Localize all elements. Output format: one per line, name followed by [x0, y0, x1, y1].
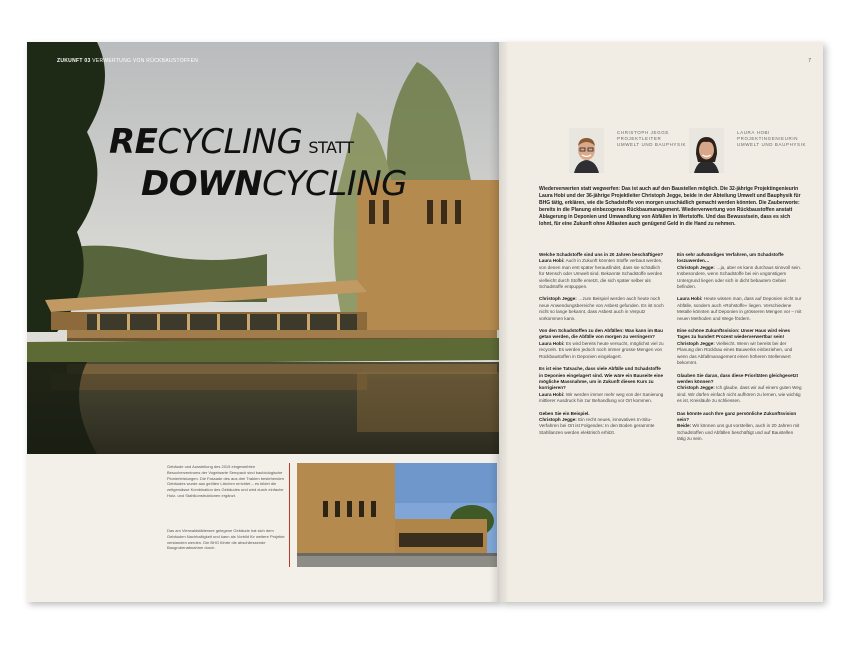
interview-block [677, 296, 802, 322]
running-header [57, 58, 198, 64]
interview-question: Von den Schadstoffen zu den Abfällen: Was kann im Bau getan werden, die Abfälle von morgen zu verringern? [539, 328, 663, 340]
spine-shadow [489, 42, 509, 602]
caption-laura-hobi [737, 130, 807, 148]
magazine-spread [27, 42, 823, 602]
interview-block [539, 366, 664, 404]
caption-text-2: Das am Vierwaldstättersee gelegene Gebäude hat sich dem Gebäuden Nachhaltigkeit und kann als Vorbild für weitere Projekte verstanden werden. Die BHG führte die abschliessende Baugrubenabnahme durch. [167, 528, 285, 551]
interview-answer: Heute wissen man, dass auf Deponien nicht nur Abfälle, sondern auch »Rohstoffe« liegen. Verschiedene Metalle könnten auf Deponien in grösseren Mengen vor – mit neuen Methoden und Wege fördern. [677, 296, 802, 321]
interview-answer: …ja, aber es kann durchaus sinnvoll sein. Insbesondere, wenn Schadstoffe bei ein ungünstigem Untergrund liegen oder sich in dicht bebautem Gebiet befinden. [677, 264, 802, 290]
right-page [499, 42, 823, 602]
portrait-illustration [569, 128, 604, 173]
interview-answer: Vielleicht. Wenn wir bereits bei der Planung den Rückbau eines Bauwerks einbeziehen, und wenn das Abfallmanagement einen höheren Stellenwert bekommt. [677, 340, 793, 366]
interview-answer: Auch in Zukunft könnten Stoffe verbaut werden, von denen man erst später herausfindet, dass sie schädlich für Mensch oder Umwelt sind. Bekannte Schadstoffe werden vielleicht durch Stoffe ersetzt, die sich später selber als Schadstoffe entpuppen. [539, 258, 663, 290]
interview-block [677, 373, 802, 405]
article-lead: Wiederverwerten statt wegwerfen: Das ist auch auf den Baustellen möglich. Die 32-jährige Projektingenieurin Laura Hobi und der 36-jährige Projektleiter Christoph Jegge, beide in der Abteilung Umwelt und Bauphysik für BHG tätig, erklären, wie die Schadstoffe von morgen unschädlich gemacht werden könnten. Die Zauberworte: bereits in die Planung einbezogenes Rückbaumanagement. Wiederverwertung von Rückbaustoffen anstatt Ablagerung in Deponien und Umwandlung von Abfällen in Wertstoffe. Und das Bewusstsein, dass es sich lohnt, für eine Zukunft ohne Altlasten auch genügend Geld in die Hand zu nehmen. [539, 186, 801, 227]
section-number: ZUKUNFT 03 [57, 58, 91, 64]
interview-question: Das könnte auch Ihre ganz persönliche Zukunftsvision sein? [677, 410, 797, 422]
speaker-name: Laura Hobi: [539, 391, 565, 397]
caption-text-1: Gebäude und Ausstellung des 2015 eingeweihten Besucherzentrums der Vogelwarte Sempach sind baubiologische Pionierleistungen. Die Fassade des aus drei Trakten bestehenden Gebäudes wurde aus geölten Lärchen errichtet – es bildet die zeitgemässe Kombination des Gebäudes und wird durch einfache Holz- und Stahlkonstruktionen ergänzt. [167, 464, 284, 498]
speaker-name: Christoph Jegge: [677, 264, 715, 270]
hero-photo-illustration [27, 42, 499, 454]
interview-answer: Ein recht neues, innovatives In-Situ-Verfahren bei Ort ist Folgendes: In den Boden gerammte Stahllanzen werden elektrisch erhitzt. [539, 416, 655, 435]
portrait-illustration [689, 128, 724, 173]
section-title: VERWERTUNG VON RÜCKBAUSTOFFEN [92, 58, 199, 64]
interview-question: Ein sehr aufwändiges Verfahren, um Schadstoffe loszuwerden… [677, 252, 784, 264]
person1-name: CHRISTOPH JEGGE [617, 130, 669, 135]
caption-christoph-jegge [617, 130, 687, 148]
accent-rule [289, 463, 290, 567]
interview-question: Welche Schadstoffe sind uns in 20 Jahren beschäftigen? [539, 252, 664, 257]
interview-block [677, 252, 802, 290]
speaker-name: Christoph Jegge: [677, 385, 715, 391]
interview-question: Es ist eine Tatsache, dass viele Abfälle und Schadstoffe in Deponien eingelagert sind. Wie wäre ein Bauseite eine mögliche Massnahme, um in Zukunft diesen Kurs zu korrigieren? [539, 366, 664, 391]
interview-block [539, 328, 664, 360]
interview-block [539, 411, 664, 437]
interview-block [539, 252, 664, 290]
article-title [109, 124, 407, 202]
speaker-name: Beide: [677, 423, 692, 429]
speaker-name: Christoph Jegge: [539, 416, 577, 422]
interview-answer: Wir können uns gut vorstellen, auch in 20 Jahren mit Schadstoffen und Abfällen beschäftigt und auf Baustellen tätig zu sein. [677, 423, 800, 442]
speaker-name: Christoph Jegge: [539, 296, 577, 302]
speaker-name: Laura Hobi: [539, 340, 565, 346]
person2-department: UMWELT UND BAUPHYSIK [737, 142, 807, 147]
interview-answer: Ich glaube, dass wir auf einem guten Weg sind. Wir dürfen einfach nicht aufhören zu lernen, wie wichtig es ist, Kreisläufe zu schliessen. [677, 385, 802, 404]
secondary-photo-illustration [297, 463, 497, 567]
person2-name: LAURA HOBI [737, 130, 771, 135]
interview-column-2 [677, 252, 802, 449]
interview-block [677, 411, 802, 443]
title-cycling-2: CYCLING [262, 164, 407, 204]
portrait-laura-hobi [689, 128, 724, 173]
interview-question: Geben Sie ein Beispiel. [539, 410, 590, 416]
title-statt: STATT [308, 138, 354, 157]
interview-question: Glauben Sie daran, dass diese Prioritäten gleichgesetzt werden können? [677, 372, 799, 384]
title-down: DOWN [141, 164, 263, 204]
speaker-name: Laura Hobi: [677, 296, 703, 302]
interview-answer: Es wird bereits heute versucht, möglichst viel zu recyceln. Es werden jedoch noch immer grosse Mengen von Rückbaustoffen in Deponien eingelagert. [539, 340, 664, 359]
portrait-christoph-jegge [569, 128, 604, 173]
person2-role: PROJEKTINGENIEURIN [737, 136, 799, 141]
interview-block [677, 328, 802, 366]
title-cycling: CYCLING [157, 122, 303, 162]
person1-role: PROJEKTLEITER [617, 136, 662, 141]
secondary-photo [297, 463, 497, 567]
left-page [27, 42, 499, 602]
title-re: RE [109, 122, 158, 162]
speaker-name: Laura Hobi: [539, 258, 565, 264]
page-number: 7 [808, 58, 811, 64]
speaker-name: Christoph Jegge: [677, 340, 715, 346]
interview-column-1 [539, 252, 664, 442]
person1-department: UMWELT UND BAUPHYSIK [617, 142, 687, 147]
interview-answer: …zum Beispiel werden auch heute noch neue Anwendungsbereiche von Asbest gefunden. Es ist noch nicht so lange bekannt, dass Asbest auch in Verputz vorkommen kann. [539, 296, 664, 321]
interview-block [539, 296, 664, 322]
hero-photo [27, 42, 499, 454]
interview-answer: Wir werden immer mehr weg von der Sanierung mittlerer Ausdruck hin zur Behandlung vor Ort kommen. [539, 391, 664, 404]
interview-question: Eine schöne Zukunftsvision: Unser Haus wird eines Tages zu hundert Prozent wiederverwertbar sein! [677, 328, 791, 340]
